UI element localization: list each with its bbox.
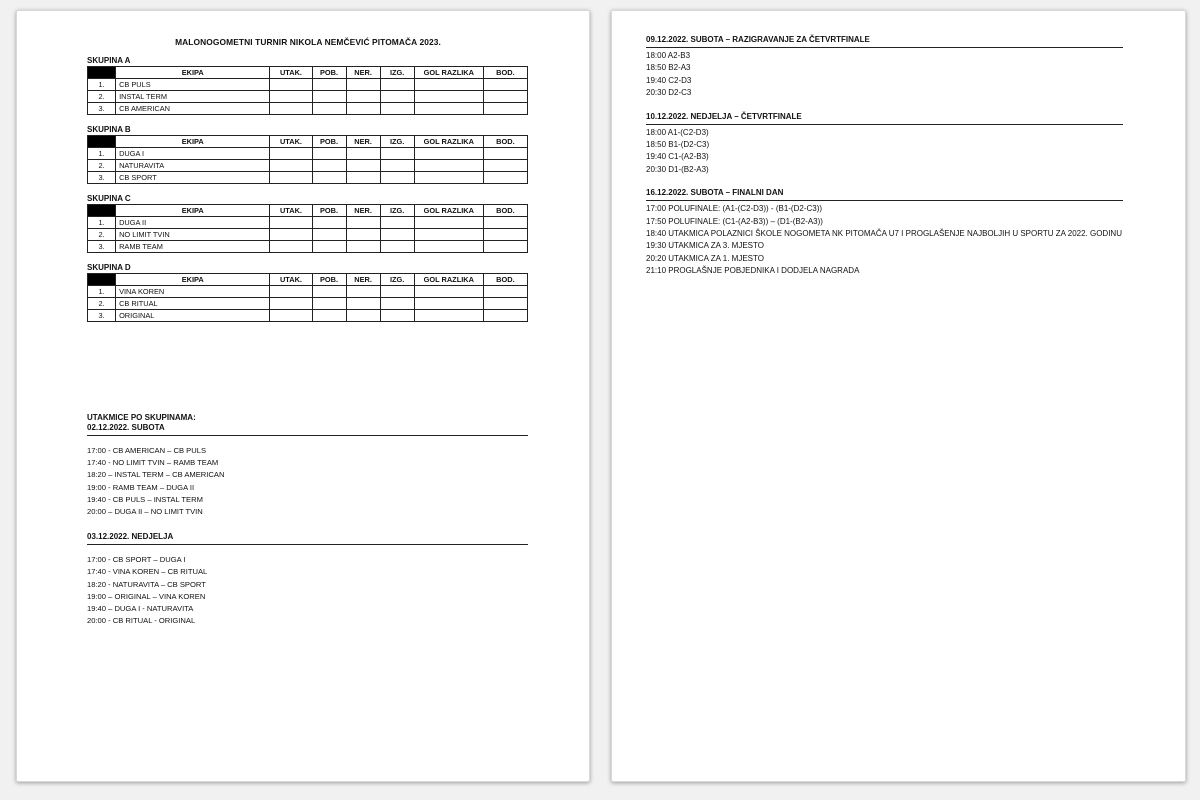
empty-stat-cell [380, 286, 414, 298]
table-row [88, 79, 528, 91]
column-header: GOL RAZLIKA [414, 136, 483, 148]
empty-stat-cell [312, 310, 346, 322]
rank-cell: 3. [88, 241, 116, 253]
match-line: 20:20 UTAKMICA ZA 1. MJESTO [646, 253, 764, 263]
team-name-cell: VINA KOREN [116, 286, 270, 298]
table-header-row [88, 205, 528, 217]
table-row [88, 91, 528, 103]
column-header: BOD. [483, 67, 527, 79]
empty-stat-cell [380, 310, 414, 322]
empty-stat-cell [483, 298, 527, 310]
match-line: 18:50 B2-A3 [646, 63, 691, 73]
table-row [88, 298, 528, 310]
empty-stat-cell [483, 310, 527, 322]
table-row [88, 172, 528, 184]
empty-stat-cell [270, 286, 312, 298]
section-match-list [646, 127, 1125, 177]
empty-stat-cell [483, 79, 527, 91]
rank-cell: 2. [88, 229, 116, 241]
empty-stat-cell [414, 229, 483, 241]
empty-stat-cell [414, 172, 483, 184]
match-line: 19:40 C2-D3 [646, 75, 692, 85]
column-header: GOL RAZLIKA [414, 274, 483, 286]
section-heading: 16.12.2022. SUBOTA – FINALNI DAN [646, 188, 1123, 201]
empty-stat-cell [270, 160, 312, 172]
empty-stat-cell [483, 241, 527, 253]
table-header-row [88, 67, 528, 79]
group-tables [87, 56, 529, 322]
column-header: IZG. [380, 205, 414, 217]
empty-stat-cell [414, 217, 483, 229]
column-header: IZG. [380, 274, 414, 286]
header-blank-cell [88, 136, 116, 148]
match-line: 19:00 – ORIGINAL – VINA KOREN [87, 591, 206, 601]
empty-stat-cell [346, 241, 380, 253]
match-day-block [87, 532, 529, 627]
knockout-schedule [646, 35, 1125, 278]
match-line: 18:40 UTAKMICA POLAZNICI ŠKOLE NOGOMETA NK PITOMAČA U7 I PROGLAŠENJE NAJBOLJIH U SPORTU ZA 2022. GODINU [646, 229, 1122, 239]
empty-stat-cell [312, 160, 346, 172]
match-line: 17:40 - NO LIMIT TVIN – RAMB TEAM [87, 458, 219, 468]
empty-stat-cell [270, 298, 312, 310]
table-row [88, 310, 528, 322]
section-match-list [646, 203, 1125, 277]
rank-cell: 1. [88, 148, 116, 160]
empty-stat-cell [346, 148, 380, 160]
match-line: 19:40 - CB PULS – INSTAL TERM [87, 494, 203, 504]
table-row [88, 148, 528, 160]
team-name-cell: RAMB TEAM [116, 241, 270, 253]
empty-stat-cell [346, 286, 380, 298]
match-line: 17:50 POLUFINALE: (C1-(A2-B3)) – (D1-(B2-A3)) [646, 216, 823, 226]
column-header: EKIPA [116, 136, 270, 148]
match-line: 17:00 - CB SPORT – DUGA I [87, 555, 186, 565]
column-header: EKIPA [116, 205, 270, 217]
match-list [87, 554, 529, 627]
match-list [87, 445, 529, 518]
match-line: 21:10 PROGLAŠNJE POBJEDNIKA I DODJELA NAGRADA [646, 266, 860, 276]
column-header: POB. [312, 274, 346, 286]
empty-stat-cell [483, 148, 527, 160]
empty-stat-cell [483, 229, 527, 241]
rank-cell: 3. [88, 103, 116, 115]
column-header: NER. [346, 274, 380, 286]
rank-cell: 2. [88, 160, 116, 172]
empty-stat-cell [312, 172, 346, 184]
match-line: 18:50 B1-(D2-C3) [646, 140, 710, 150]
empty-stat-cell [380, 172, 414, 184]
empty-stat-cell [270, 217, 312, 229]
empty-stat-cell [270, 79, 312, 91]
schedule-section [646, 188, 1125, 277]
match-line: 20:30 D1-(B2-A3) [646, 164, 709, 174]
match-line: 20:00 – DUGA II – NO LIMIT TVIN [87, 507, 203, 517]
empty-stat-cell [346, 79, 380, 91]
empty-stat-cell [270, 229, 312, 241]
empty-stat-cell [414, 310, 483, 322]
empty-stat-cell [270, 91, 312, 103]
schedule-section [646, 35, 1125, 100]
empty-stat-cell [312, 298, 346, 310]
match-line: 20:30 D2-C3 [646, 88, 692, 98]
empty-stat-cell [312, 103, 346, 115]
rank-cell: 1. [88, 286, 116, 298]
empty-stat-cell [414, 286, 483, 298]
empty-stat-cell [346, 91, 380, 103]
match-line: 18:20 - NATURAVITA – CB SPORT [87, 579, 206, 589]
empty-stat-cell [346, 217, 380, 229]
rank-cell: 2. [88, 298, 116, 310]
rank-cell: 2. [88, 91, 116, 103]
match-line: 18:20 – INSTAL TERM – CB AMERICAN [87, 470, 225, 480]
team-name-cell: CB PULS [116, 79, 270, 91]
empty-stat-cell [346, 172, 380, 184]
table-row [88, 286, 528, 298]
section-match-list [646, 50, 1125, 100]
empty-stat-cell [346, 310, 380, 322]
column-header: NER. [346, 136, 380, 148]
column-header: POB. [312, 136, 346, 148]
match-line: 19:00 - RAMB TEAM – DUGA II [87, 482, 195, 492]
empty-stat-cell [312, 148, 346, 160]
group-title: SKUPINA B [87, 125, 131, 134]
team-name-cell: ORIGINAL [116, 310, 270, 322]
empty-stat-cell [346, 103, 380, 115]
empty-stat-cell [270, 241, 312, 253]
table-header-row [88, 136, 528, 148]
empty-stat-cell [414, 298, 483, 310]
empty-stat-cell [312, 217, 346, 229]
table-row [88, 241, 528, 253]
empty-stat-cell [414, 241, 483, 253]
empty-stat-cell [380, 241, 414, 253]
column-header: BOD. [483, 205, 527, 217]
rank-cell: 3. [88, 310, 116, 322]
column-header: GOL RAZLIKA [414, 205, 483, 217]
empty-stat-cell [380, 229, 414, 241]
empty-stat-cell [483, 286, 527, 298]
empty-stat-cell [270, 310, 312, 322]
right-document-page [611, 10, 1186, 782]
match-line: 19:40 – DUGA I - NATURAVITA [87, 604, 194, 614]
group-title: SKUPINA D [87, 263, 131, 272]
match-line: 18:00 A2-B3 [646, 51, 691, 60]
column-header: BOD. [483, 274, 527, 286]
empty-stat-cell [270, 103, 312, 115]
column-header: NER. [346, 205, 380, 217]
empty-stat-cell [380, 79, 414, 91]
match-line: 18:00 A1-(C2-D3) [646, 127, 709, 137]
team-name-cell: NATURAVITA [116, 160, 270, 172]
table-row [88, 103, 528, 115]
column-header: EKIPA [116, 67, 270, 79]
standings-table [87, 135, 528, 184]
match-line: 19:30 UTAKMICA ZA 3. MJESTO [646, 241, 764, 251]
empty-stat-cell [346, 160, 380, 172]
match-day-date: 02.12.2022. SUBOTA [87, 423, 528, 436]
table-row [88, 217, 528, 229]
empty-stat-cell [312, 229, 346, 241]
standings-table [87, 273, 528, 322]
team-name-cell: INSTAL TERM [116, 91, 270, 103]
column-header: POB. [312, 67, 346, 79]
empty-stat-cell [312, 91, 346, 103]
empty-stat-cell [312, 79, 346, 91]
left-document-page [16, 10, 590, 782]
empty-stat-cell [483, 160, 527, 172]
empty-stat-cell [270, 172, 312, 184]
column-header: IZG. [380, 67, 414, 79]
column-header: UTAK. [270, 205, 312, 217]
empty-stat-cell [380, 160, 414, 172]
match-line: 20:00 - CB RITUAL - ORIGINAL [87, 616, 196, 626]
empty-stat-cell [483, 103, 527, 115]
empty-stat-cell [346, 298, 380, 310]
empty-stat-cell [380, 91, 414, 103]
header-blank-cell [88, 205, 116, 217]
rank-cell: 3. [88, 172, 116, 184]
tournament-title: MALONOGOMETNI TURNIR NIKOLA NEMČEVIĆ PITOMAČA 2023. [175, 37, 441, 47]
team-name-cell: DUGA I [116, 148, 270, 160]
group-block [87, 194, 529, 253]
empty-stat-cell [270, 148, 312, 160]
empty-stat-cell [380, 103, 414, 115]
section-heading: 09.12.2022. SUBOTA – RAZIGRAVANJE ZA ČETVRTFINALE [646, 35, 1123, 48]
team-name-cell: CB SPORT [116, 172, 270, 184]
empty-stat-cell [483, 217, 527, 229]
empty-stat-cell [414, 79, 483, 91]
match-day-block [87, 423, 529, 518]
standings-table [87, 66, 528, 115]
match-line: 19:40 C1-(A2-B3) [646, 152, 709, 162]
rank-cell: 1. [88, 79, 116, 91]
group-block [87, 56, 529, 115]
table-row [88, 229, 528, 241]
column-header: GOL RAZLIKA [414, 67, 483, 79]
empty-stat-cell [414, 103, 483, 115]
match-line: 17:00 POLUFINALE: (A1-(C2-D3)) - (B1-(D2-C3)) [646, 204, 823, 214]
team-name-cell: CB AMERICAN [116, 103, 270, 115]
column-header: BOD. [483, 136, 527, 148]
team-name-cell: DUGA II [116, 217, 270, 229]
team-name-cell: CB RITUAL [116, 298, 270, 310]
empty-stat-cell [380, 148, 414, 160]
column-header: IZG. [380, 136, 414, 148]
header-blank-cell [88, 274, 116, 286]
table-header-row [88, 274, 528, 286]
group-block [87, 263, 529, 322]
empty-stat-cell [414, 160, 483, 172]
group-title: SKUPINA A [87, 56, 131, 65]
empty-stat-cell [312, 241, 346, 253]
section-heading: 10.12.2022. NEDJELJA – ČETVRTFINALE [646, 112, 1123, 125]
empty-stat-cell [380, 217, 414, 229]
empty-stat-cell [414, 148, 483, 160]
schedule-section [646, 112, 1125, 177]
column-header: NER. [346, 67, 380, 79]
standings-table [87, 204, 528, 253]
match-line: 17:40 - VINA KOREN – CB RITUAL [87, 567, 208, 577]
column-header: UTAK. [270, 274, 312, 286]
empty-stat-cell [483, 172, 527, 184]
column-header: EKIPA [116, 274, 270, 286]
empty-stat-cell [414, 91, 483, 103]
empty-stat-cell [380, 298, 414, 310]
group-title: SKUPINA C [87, 194, 131, 203]
rank-cell: 1. [88, 217, 116, 229]
column-header: UTAK. [270, 67, 312, 79]
group-match-days [87, 423, 529, 627]
column-header: POB. [312, 205, 346, 217]
group-matches-heading: UTAKMICE PO SKUPINAMA: [87, 413, 196, 422]
empty-stat-cell [483, 91, 527, 103]
empty-stat-cell [346, 229, 380, 241]
header-blank-cell [88, 67, 116, 79]
empty-stat-cell [312, 286, 346, 298]
column-header: UTAK. [270, 136, 312, 148]
team-name-cell: NO LIMIT TVIN [116, 229, 270, 241]
match-line: 17:00 - CB AMERICAN – CB PULS [87, 446, 207, 455]
match-day-date: 03.12.2022. NEDJELJA [87, 532, 528, 545]
table-row [88, 160, 528, 172]
group-block [87, 125, 529, 184]
